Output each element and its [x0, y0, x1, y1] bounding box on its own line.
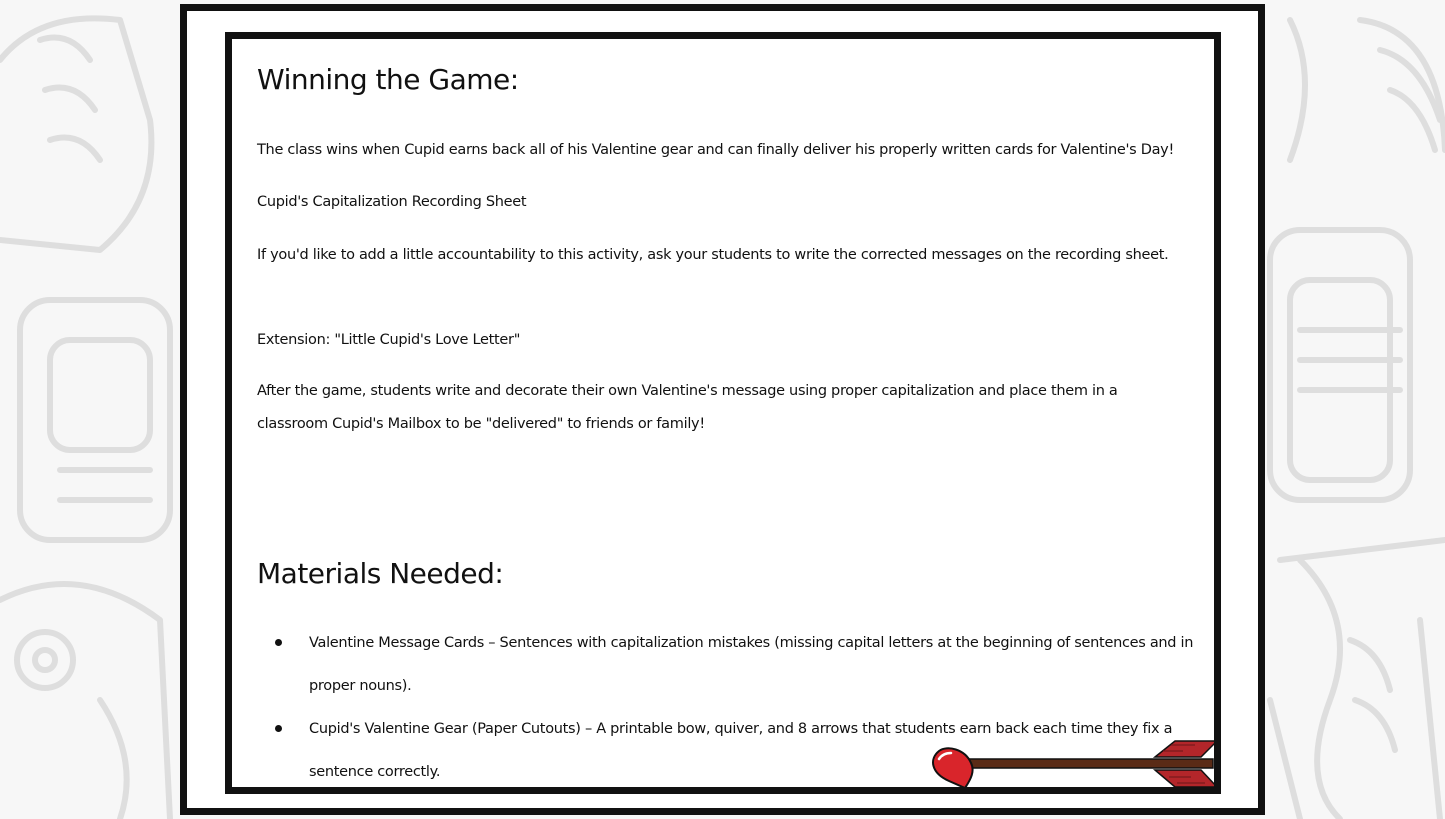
- list-item-text: Cupid's Valentine Gear (Paper Cutouts) – A printable bow, quiver, and 8 arrows that students earn back each time they fix a sentence correctly.: [309, 721, 1173, 780]
- extension-title: Extension: "Little Cupid's Love Letter": [257, 332, 521, 348]
- document-inner-frame: [225, 32, 1221, 794]
- bullet-icon: [275, 725, 282, 732]
- recording-sheet-paragraph: If you'd like to add a little accountability to this activity, ask your students to write the corrected messages on the recording sheet.: [257, 247, 1169, 263]
- list-item-text: Valentine Message Cards – Sentences with capitalization mistakes (missing capital letters at the beginning of sentences and in proper nouns).: [309, 635, 1194, 694]
- document-outer-frame: [180, 4, 1265, 815]
- materials-heading: Materials Needed:: [257, 557, 504, 590]
- list-item: [257, 622, 1207, 708]
- cupid-arrow-icon: [925, 739, 1221, 789]
- extension-paragraph: After the game, students write and decorate their own Valentine's message using proper capitalization and place them in a classroom Cupid's Mailbox to be "delivered" to friends or family!: [257, 383, 1118, 432]
- recording-sheet-title: Cupid's Capitalization Recording Sheet: [257, 194, 527, 210]
- bullet-icon: [275, 639, 282, 646]
- winning-paragraph: The class wins when Cupid earns back all of his Valentine gear and can finally deliver his properly written cards for Valentine's Day!: [257, 142, 1174, 158]
- winning-heading: Winning the Game:: [257, 63, 519, 96]
